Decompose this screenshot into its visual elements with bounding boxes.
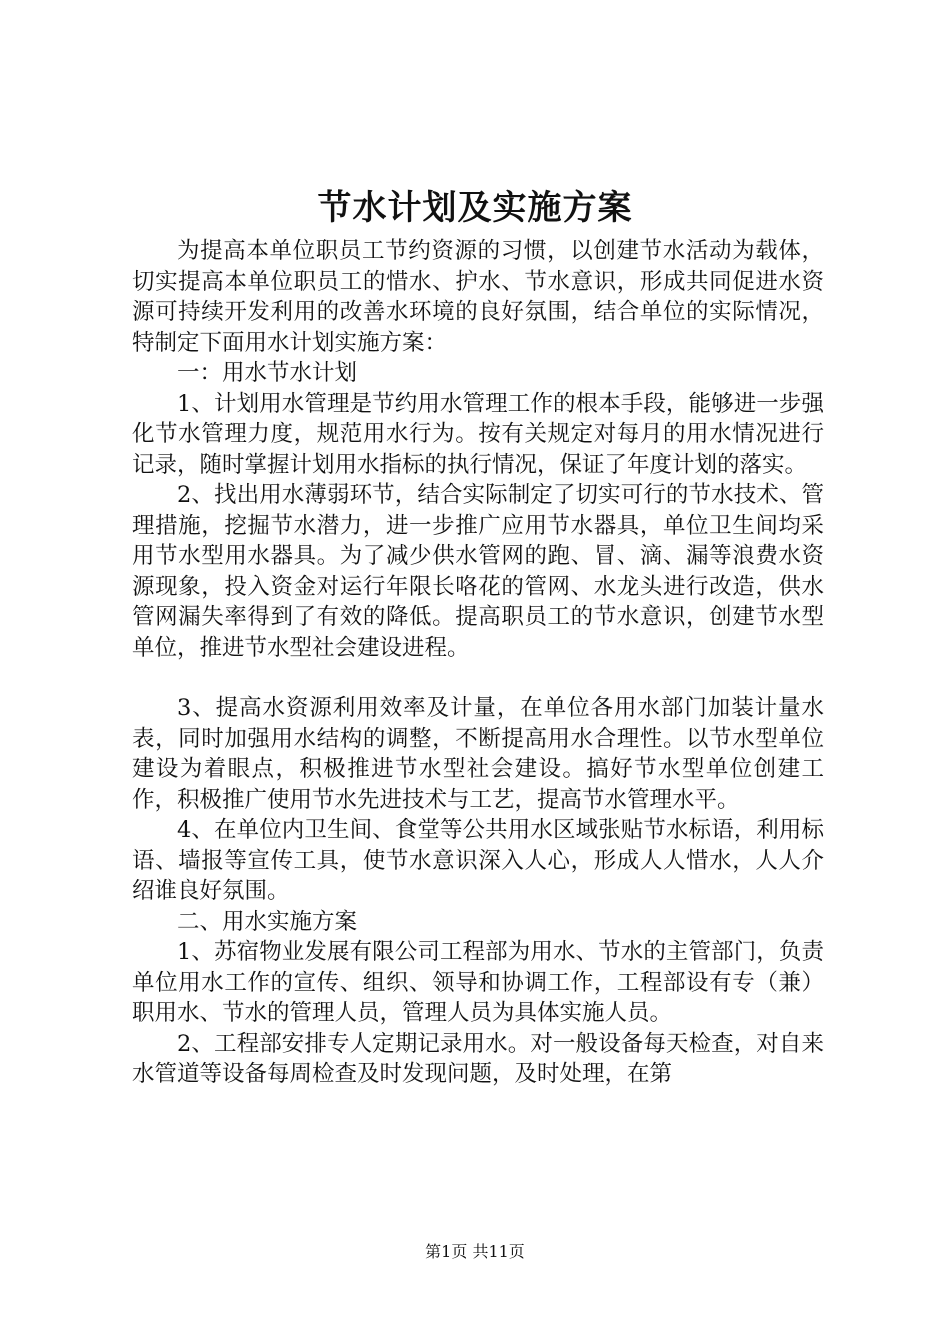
paragraph-plan-4: 4、在单位内卫生间、食堂等公共用水区域张贴节水标语，利用标语、墙报等宣传工具，使节水意识深入人心，形成人人惜水，人人介绍谁良好氛围。 (132, 817, 824, 904)
paragraph-implementation-2: 2、工程部安排专人定期记录用水。对一般设备每天检查，对自来水管道等设备每周检查及时发现问题，及时处理，在第 (132, 1030, 824, 1087)
paragraph-plan-2: 2、找出用水薄弱环节，结合实际制定了切实可行的节水技术、管理措施，挖掘节水潜力，进一步推广应用节水器具，单位卫生间均采用节水型用水器具。为了减少供水管网的跑、冒、滴、漏等浪费水资源现象，投入资金对运行年限长咯花的管网、水龙头进行改造，供水管网漏失率得到了有效的降低。提高职员工的节水意识，创建节水型单位，推进节水型社会建设进程。 (132, 482, 824, 661)
paragraph-plan-1: 1、计划用水管理是节约用水管理工作的根本手段，能够进一步强化节水管理力度，规范用水行为。按有关规定对每月的用水情况进行记录，随时掌握计划用水指标的执行情况，保证了年度计划的落实。 (132, 390, 824, 478)
document-body (132, 236, 824, 1090)
paragraph-plan-3: 3、提高水资源利用效率及计量，在单位各用水部门加装计量水表，同时加强用水结构的调整，不断提高用水合理性。以节水型单位建设为着眼点，积极推进节水型社会建设。搞好节水型单位创建工作，积极推广使用节水先进技术与工艺，提高节水管理水平。 (132, 695, 824, 813)
paragraph-intro: 为提高本单位职员工节约资源的习惯，以创建节水活动为载体，切实提高本单位职员工的惜水、护水、节水意识，形成共同促进水资源可持续开发利用的改善水环境的良好氛围，结合单位的实际情况，特制定下面用水计划实施方案： (132, 238, 824, 356)
section-heading-plan: 一：用水节水计划 (177, 360, 358, 386)
document-title: 节水计划及实施方案 (317, 188, 633, 228)
paragraph-implementation-1: 1、苏宿物业发展有限公司工程部为用水、节水的主管部门，负责单位用水工作的宣传、组织、领导和协调工作，工程部设有专（兼）职用水、节水的管理人员，管理人员为具体实施人员。 (132, 939, 824, 1026)
section-heading-implementation: 二、用水实施方案 (177, 908, 358, 935)
page-footer: 第1页 共11页 (425, 1242, 525, 1261)
